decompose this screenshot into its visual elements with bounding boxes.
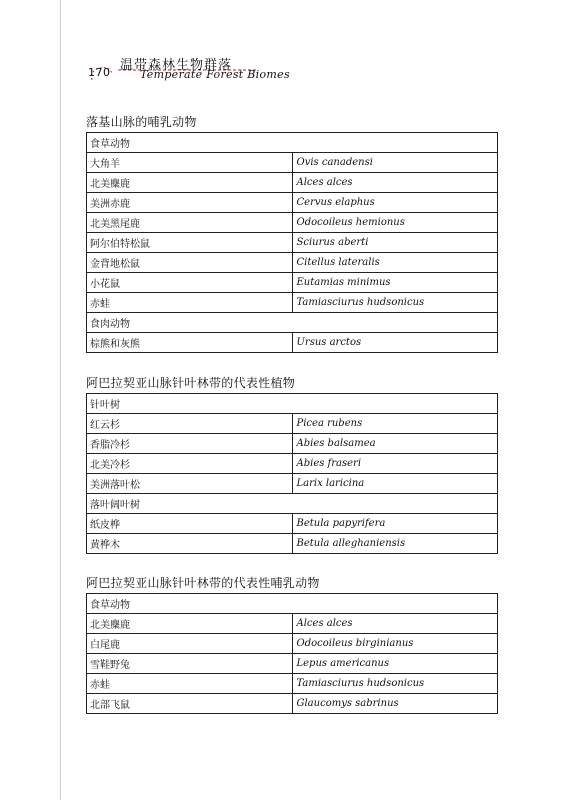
scientific-name: Sciurus aberti [292, 233, 498, 253]
book-title-cn: 温带森林生物群落 [120, 58, 233, 73]
category-row [87, 594, 498, 614]
scientific-name: Glaucomys sabrinus [292, 694, 498, 714]
table-row [87, 153, 498, 173]
species-table [86, 393, 498, 554]
common-name: 香脂冷杉 [87, 434, 293, 454]
table-row [87, 213, 498, 233]
common-name: 阿尔伯特松鼠 [87, 233, 293, 253]
common-name: 美洲落叶松 [87, 474, 293, 494]
table-row [87, 654, 498, 674]
section-rocky-mammals [86, 114, 498, 353]
section-title: 阿巴拉契亚山脉针叶林带的代表性植物 [86, 376, 296, 390]
table-row [87, 414, 498, 434]
scientific-name: Tamiasciurus hudsonicus [292, 674, 498, 694]
common-name: 金背地松鼠 [87, 253, 293, 273]
common-name: 北美麋鹿 [87, 173, 293, 193]
scientific-name: Alces alces [292, 614, 498, 634]
table-row [87, 534, 498, 554]
scientific-name: Ovis canadensi [292, 153, 498, 173]
common-name: 黄桦木 [87, 534, 293, 554]
table-row [87, 694, 498, 714]
table-row [87, 434, 498, 454]
table-row [87, 514, 498, 534]
scientific-name: Betula alleghaniensis [292, 534, 498, 554]
common-name: 雪鞋野兔 [87, 654, 293, 674]
species-table [86, 132, 498, 353]
section-appalachian-mammals [86, 575, 498, 714]
common-name: 北美麋鹿 [87, 614, 293, 634]
common-name: 北部飞鼠 [87, 694, 293, 714]
common-name: 纸皮桦 [87, 514, 293, 534]
table-row [87, 474, 498, 494]
book-title-en: Temperate Forest Biomes [140, 68, 290, 81]
species-table [86, 593, 498, 714]
common-name: 白尾鹿 [87, 634, 293, 654]
scientific-name: Cervus elaphus [292, 193, 498, 213]
common-name: 美洲赤鹿 [87, 193, 293, 213]
common-name: 大角羊 [87, 153, 293, 173]
section-title: 落基山脉的哺乳动物 [86, 115, 197, 129]
section-appalachian-plants [86, 375, 498, 554]
section-title: 阿巴拉契亚山脉针叶林带的代表性哺乳动物 [86, 576, 320, 590]
common-name: 赤蛙 [87, 293, 293, 313]
table-row [87, 674, 498, 694]
scientific-name: Picea rubens [292, 414, 498, 434]
scientific-name: Eutamias minimus [292, 273, 498, 293]
category-row [87, 133, 498, 153]
common-name: 赤蛙 [87, 674, 293, 694]
table-row [87, 333, 498, 353]
category-row [87, 494, 498, 514]
table-row [87, 273, 498, 293]
category-row [87, 313, 498, 333]
scientific-name: Ursus arctos [292, 333, 498, 353]
scientific-name: Odocoileus hemionus [292, 213, 498, 233]
category-label: 食草动物 [87, 133, 498, 153]
scientific-name: Abies fraseri [292, 454, 498, 474]
table-row [87, 253, 498, 273]
scientific-name: Citellus lateralis [292, 253, 498, 273]
category-row [87, 394, 498, 414]
table-row [87, 634, 498, 654]
category-label: 食肉动物 [87, 313, 498, 333]
table-row [87, 614, 498, 634]
table-row [87, 454, 498, 474]
scientific-name: Tamiasciurus hudsonicus [292, 293, 498, 313]
common-name: 小花鼠 [87, 273, 293, 293]
common-name: 棕熊和灰熊 [87, 333, 293, 353]
common-name: 北美冷杉 [87, 454, 293, 474]
table-row [87, 233, 498, 253]
category-label: 针叶树 [87, 394, 498, 414]
scientific-name: Larix laricina [292, 474, 498, 494]
scientific-name: Lepus americanus [292, 654, 498, 674]
table-row [87, 193, 498, 213]
page-number: 170 [88, 66, 111, 79]
common-name: 北美黑尾鹿 [87, 213, 293, 233]
scientific-name: Alces alces [292, 173, 498, 193]
table-row [87, 173, 498, 193]
category-label: 食草动物 [87, 594, 498, 614]
common-name: 红云杉 [87, 414, 293, 434]
category-label: 落叶阔叶树 [87, 494, 498, 514]
scientific-name: Abies balsamea [292, 434, 498, 454]
page-left-rule [60, 0, 61, 800]
scientific-name: Betula papyrifera [292, 514, 498, 534]
scientific-name: Odocoileus birginianus [292, 634, 498, 654]
table-row [87, 293, 498, 313]
